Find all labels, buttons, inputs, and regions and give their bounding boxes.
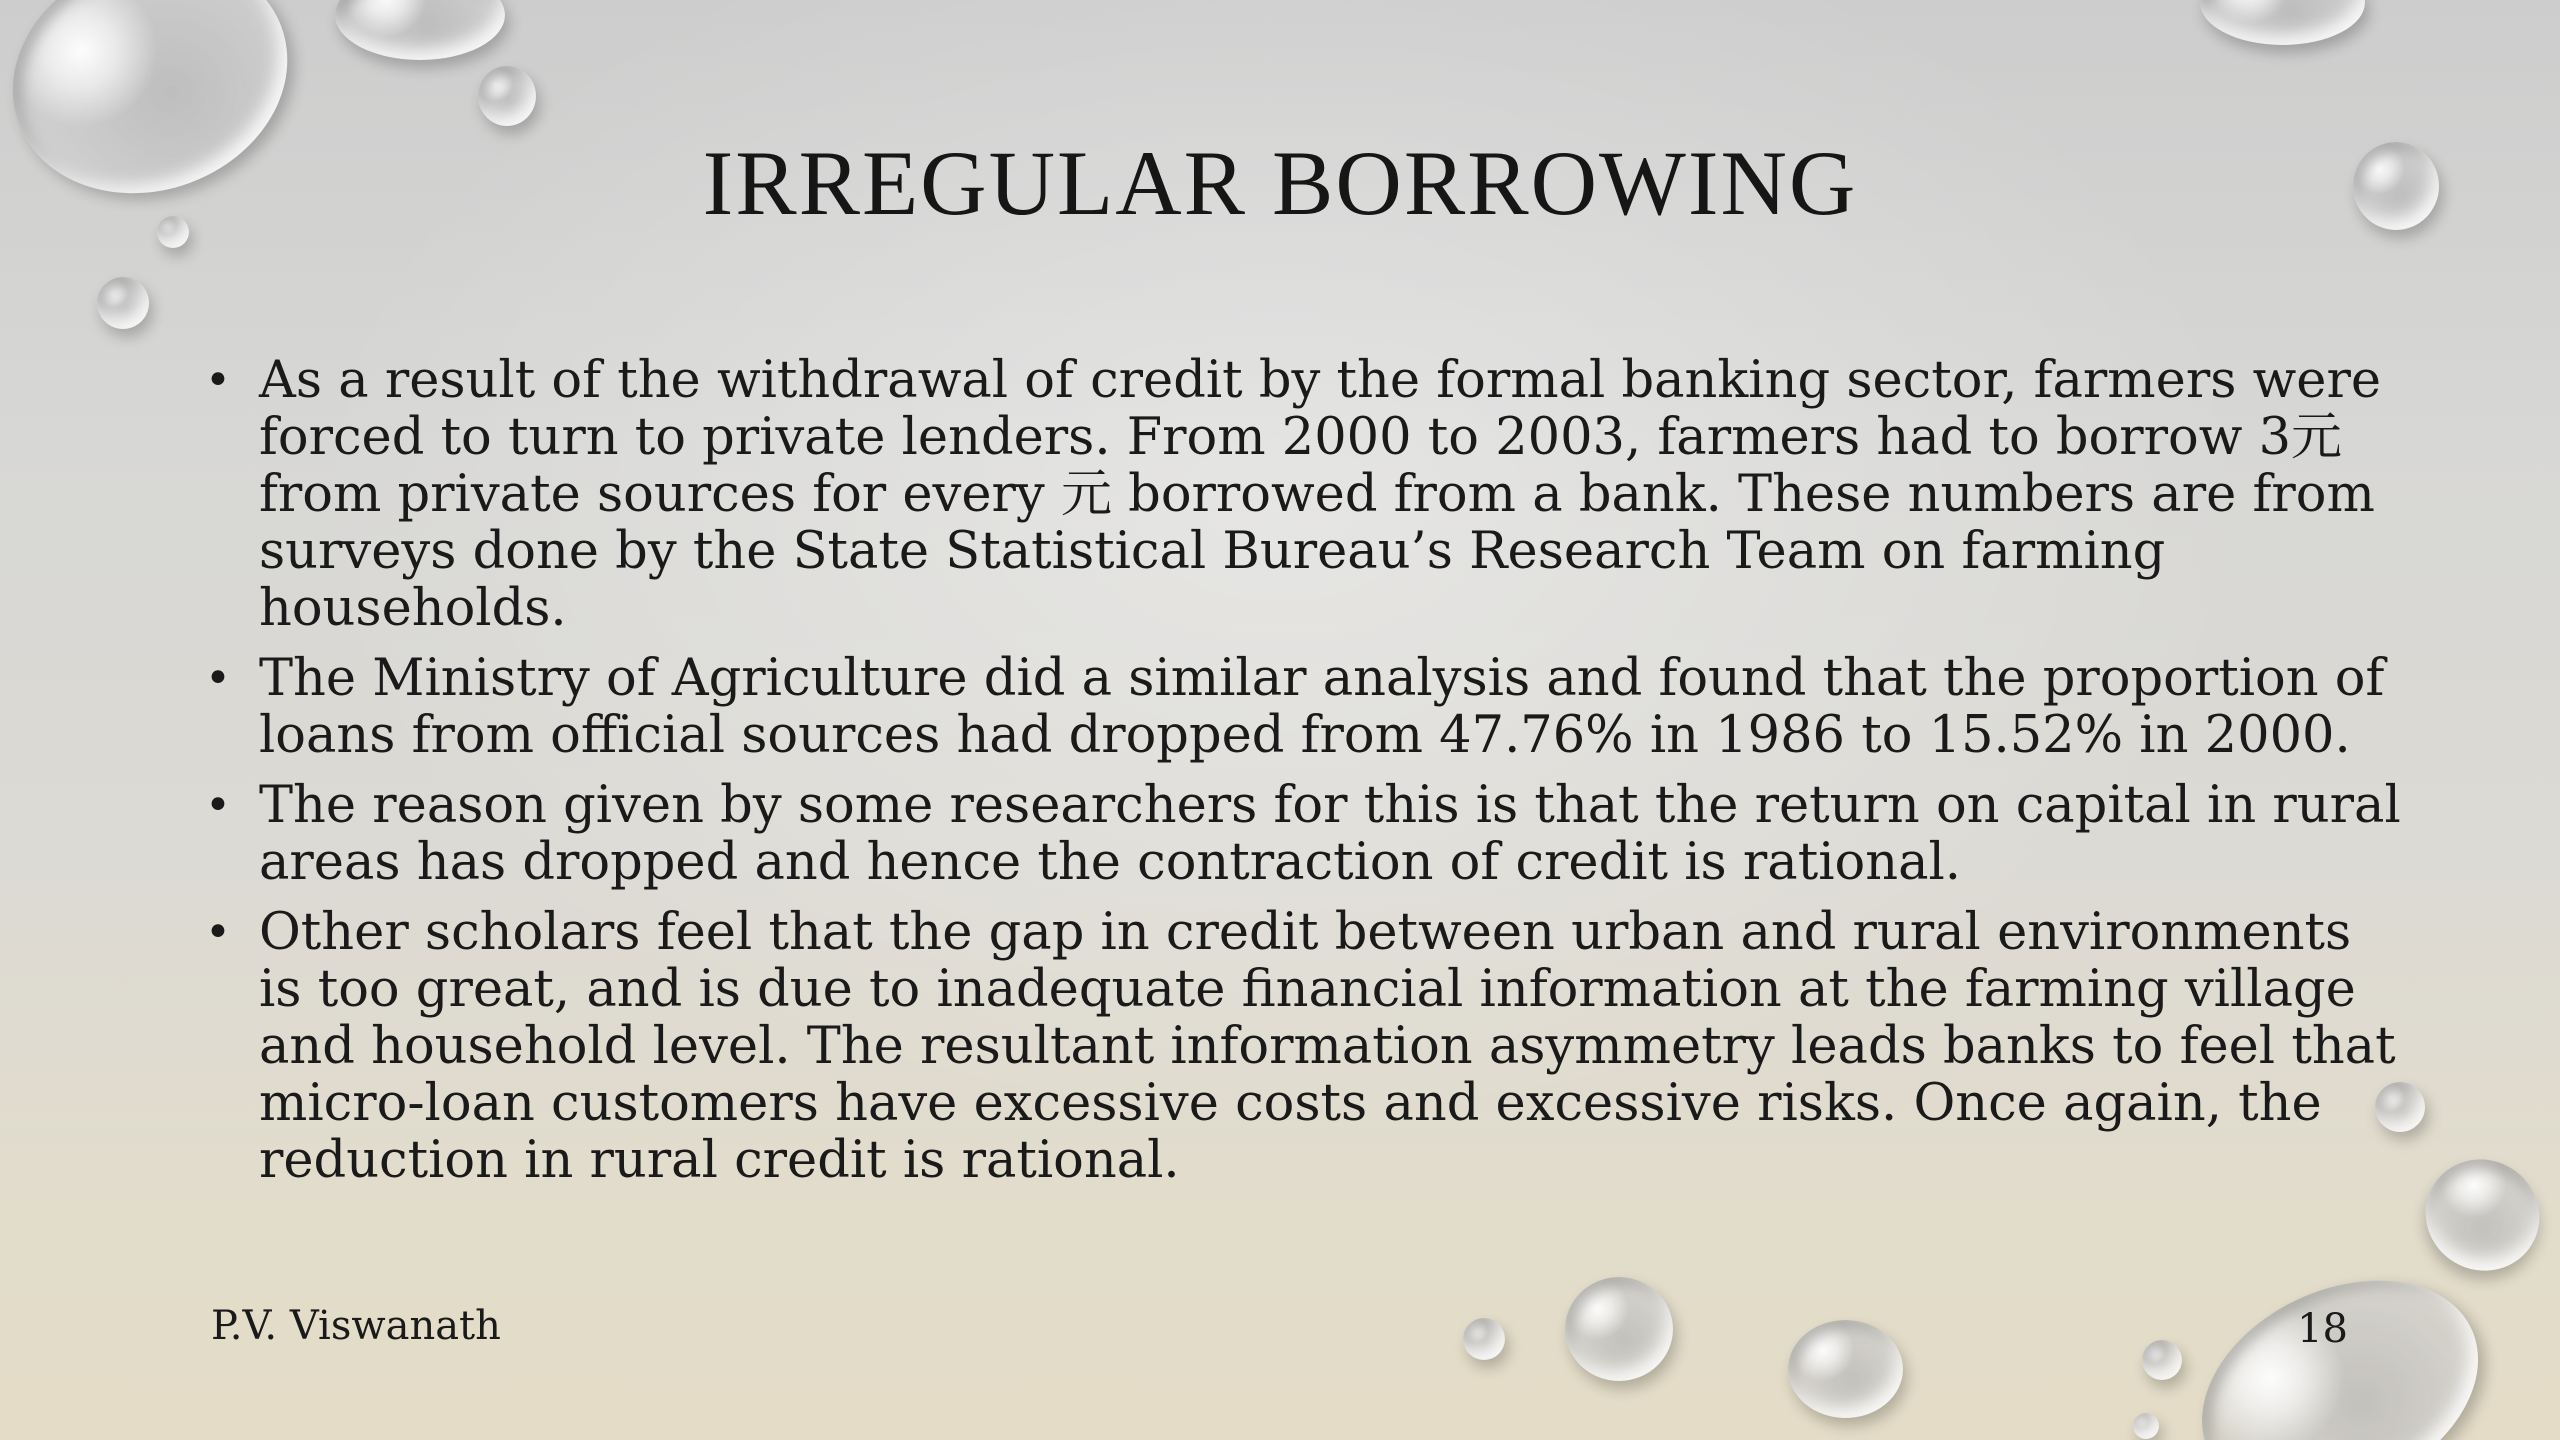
water-droplet-icon [97, 277, 149, 329]
water-droplet-icon [2405, 1139, 2560, 1292]
bullet-text: As a result of the withdrawal of credit by the formal banking sector, farmers were forced to turn to private lenders. From 2000 to 2003, farmers had to borrow 3元 from private sources for every 元 borrowed from a bank. These numbers are from surveys done by the State Statistical Bureau’s Research Team on farming households. [259, 351, 2382, 638]
water-droplet-icon [1463, 1318, 1505, 1360]
bullet-text: The reason given by some researchers for this is that the return on capital in rural areas has dropped and hence the contraction of credit is rational. [259, 776, 2401, 892]
bullet-icon: • [205, 907, 231, 958]
slide-title: IRREGULAR BORROWING [702, 132, 1858, 234]
water-droplet-icon [1788, 1320, 1903, 1418]
bullet-text: Other scholars feel that the gap in credit between urban and rural environments is too great, and is due to inadequate financial information at the farming village and household level. The resultant information asymmetry leads banks to feel that micro-loan customers have excessive costs and excessive risks. Once again, the reduction in rural credit is rational. [259, 903, 2396, 1190]
bullet-icon: • [205, 653, 231, 704]
bullet-icon: • [205, 780, 231, 831]
water-droplet-icon [2133, 1413, 2159, 1439]
bullet-icon: • [205, 355, 231, 406]
list-item [205, 650, 2405, 764]
water-droplet-icon [478, 66, 536, 126]
water-droplet-icon [2142, 1340, 2182, 1380]
list-item [205, 777, 2405, 891]
bullet-text: The Ministry of Agriculture did a similar analysis and found that the proportion of loans from official sources had dropped from 47.76% in 1986 to 15.52% in 2000. [259, 649, 2385, 765]
list-item [205, 352, 2405, 637]
bullet-list [205, 352, 2405, 1202]
footer-author: P.V. Viswanath [211, 1303, 501, 1349]
water-droplet-icon [2200, 0, 2365, 45]
list-item [205, 904, 2405, 1189]
water-droplet-icon [335, 0, 505, 60]
water-droplet-icon [1565, 1277, 1673, 1381]
page-number: 18 [2297, 1306, 2348, 1352]
